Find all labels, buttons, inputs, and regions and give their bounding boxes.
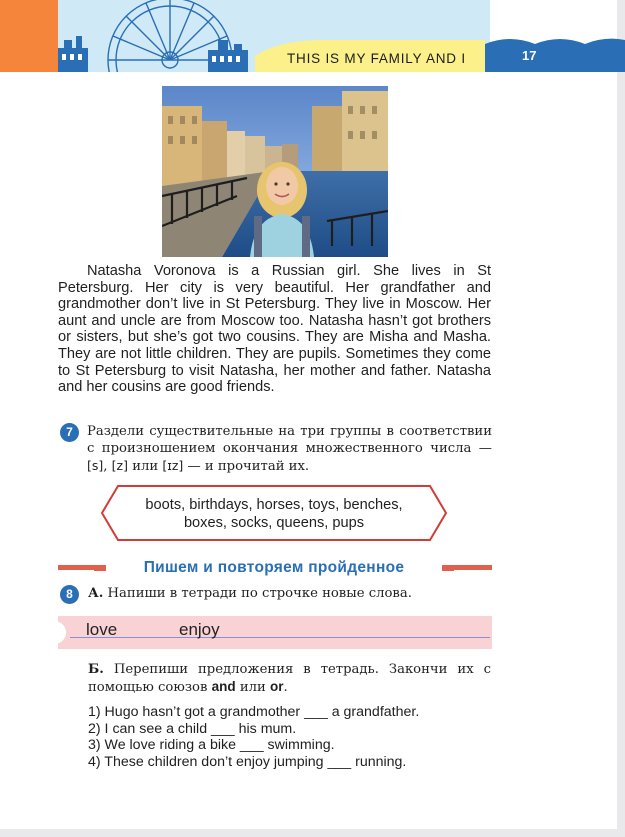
photo-illustration: [162, 86, 388, 257]
reading-passage: [58, 263, 491, 396]
chapter-title: THIS IS MY FAMILY AND I: [287, 51, 466, 66]
or-word: или: [128, 459, 163, 474]
conjunction-or: or: [269, 679, 284, 694]
word-box: [110, 497, 438, 532]
sound-z: [z]: [111, 458, 128, 473]
exercise-7-number: 7: [60, 423, 79, 442]
part-a-label: А.: [88, 586, 104, 601]
header-orange-block: [0, 0, 58, 72]
exercise-8-number: 8: [60, 585, 79, 604]
sentence-item: 2) I can see a child ___ his mum.: [88, 720, 297, 737]
page-frame-right: [617, 0, 625, 837]
sentence-item: 3) We love riding a bike ___ swimming.: [88, 737, 335, 754]
word-box-line-2: boxes, socks, queens, pups: [183, 514, 365, 531]
exercise-7-text-end: — и прочитай их.: [183, 459, 310, 474]
writing-strip: [58, 616, 492, 649]
sentence-item: 4) These children don’t enjoy jumping ___ running.: [88, 753, 407, 770]
exercise-7-text: Раздели существительные на три группы в соответствии с произношением окончания множественного числа —: [87, 424, 492, 456]
sentence-list: [88, 704, 498, 770]
page-frame-bottom: [0, 829, 625, 837]
sentence-item: 1) Hugo hasn’t got a grandmother ___ a grandfather.: [88, 704, 420, 720]
part-b-end: .: [283, 680, 288, 695]
part-a-text: Напиши в тетради по строчке новые слова.: [103, 586, 412, 601]
new-word-love: love: [86, 620, 118, 639]
part-b-label: Б.: [88, 662, 104, 677]
writing-line: [70, 637, 490, 638]
part-b-or-word: или: [235, 680, 270, 695]
sound-s: [s]: [87, 458, 104, 473]
separator: ,: [103, 459, 112, 474]
section-title: Пишем и повторяем пройденное: [106, 558, 442, 578]
sound-iz: [ɪz]: [162, 458, 184, 473]
exercise-8a-instruction: [88, 585, 488, 602]
exercise-7-instruction: [87, 423, 492, 475]
page-number: 17: [522, 48, 537, 63]
word-box-line-1: boots, birthdays, horses, toys, benches,: [145, 497, 403, 513]
photo-girl-st-petersburg: [162, 86, 388, 257]
reading-paragraph: Natasha Voronova is a Russian girl. She lives in St Petersburg. Her city is very beautiful. Her grandfather and grandmother don’t live in St Petersburg. They live in Moscow. Her aunt and uncle are from Moscow too. Natasha hasn’t got brothers or sisters, but she’s got two cousins. They are Misha and Masha. They are not little children. They are pupils. Sometimes they come to St Petersburg to visit Natasha, her mother and father. Natasha and her cousins are good friends.: [58, 263, 491, 396]
conjunction-and: and: [211, 679, 236, 694]
exercise-8b-instruction: [88, 661, 491, 696]
part-b-text: Перепиши предложения в тетрадь. Закончи их с помощью союзов: [88, 662, 491, 695]
new-word-enjoy: enjoy: [179, 620, 220, 639]
